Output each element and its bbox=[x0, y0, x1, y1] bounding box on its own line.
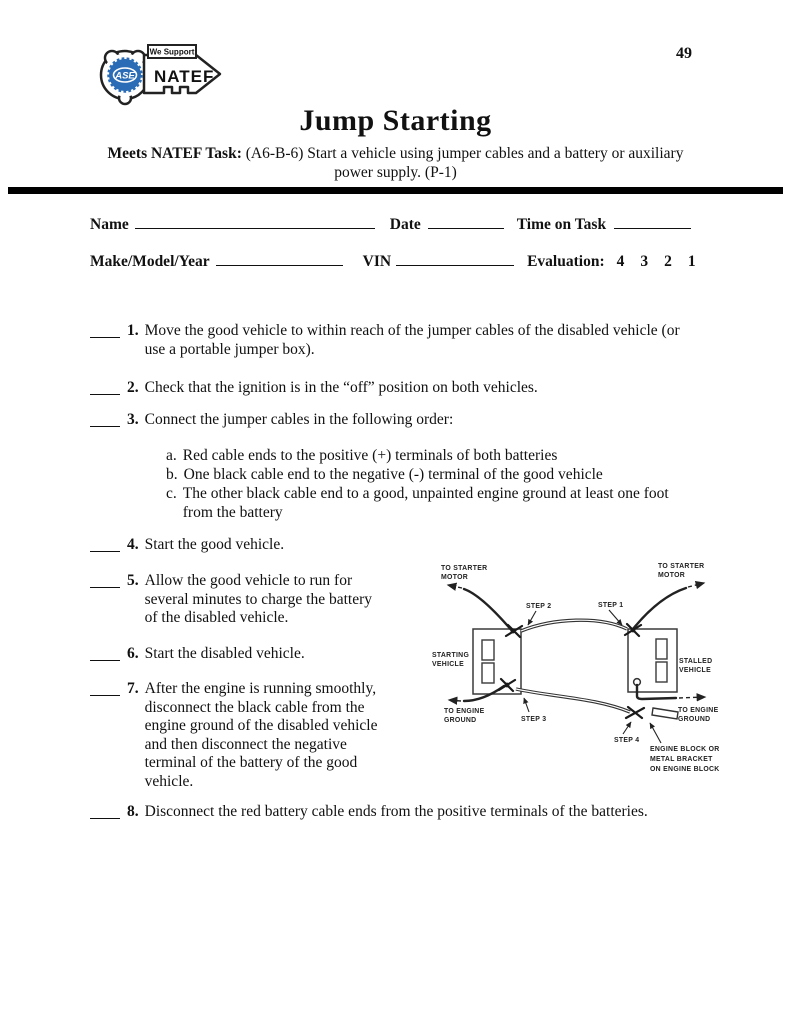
step-number: 3. bbox=[127, 411, 139, 428]
step-text: Move the good vehicle to within reach of the jumper cables of the disabled vehicle (or use a portable jumper box). bbox=[144, 322, 680, 358]
step-text: Disconnect the red battery cable ends from the positive terminals of the batteries. bbox=[144, 803, 648, 820]
step-number: 2. bbox=[127, 379, 139, 396]
completion-blank-4[interactable] bbox=[90, 537, 120, 552]
jump-start-diagram bbox=[428, 550, 746, 795]
starting-vehicle-battery bbox=[473, 629, 521, 694]
completion-blank-7[interactable] bbox=[90, 681, 120, 696]
task-text: (A6-B-6) Start a vehicle using jumper cables and a battery or auxiliary bbox=[241, 145, 684, 162]
step3-leader bbox=[524, 698, 529, 712]
step-number: 5. bbox=[127, 572, 139, 589]
form-row-1 bbox=[90, 213, 691, 234]
page-title: Jump Starting bbox=[299, 104, 492, 137]
make-model-year-field[interactable] bbox=[216, 250, 343, 266]
cable-right-starter bbox=[633, 588, 686, 629]
diagram-label-to-engine-ground-left: TO ENGINE bbox=[444, 708, 485, 715]
diagram-label-to-starter-motor-left: TO STARTER bbox=[441, 565, 488, 572]
step-text: Allow the good vehicle to run for several minutes to charge the battery of the disabled vehicle. bbox=[144, 572, 373, 627]
vin-field[interactable] bbox=[396, 250, 514, 266]
step-row-5 bbox=[90, 572, 388, 628]
svg-text:MOTOR: MOTOR bbox=[658, 572, 686, 579]
evaluation-score-1: 1 bbox=[687, 253, 696, 270]
svg-text:MOTOR: MOTOR bbox=[441, 574, 469, 581]
step-row-7 bbox=[90, 680, 389, 792]
task-statement bbox=[0, 144, 791, 182]
page-number: 49 bbox=[676, 45, 692, 62]
cable-left-starter bbox=[464, 589, 513, 632]
substep-text: Red cable ends to the positive (+) terminals of both batteries bbox=[182, 447, 558, 464]
diagram-label-step3: STEP 3 bbox=[521, 716, 547, 723]
step4-leader bbox=[623, 722, 631, 734]
time-on-task-field[interactable] bbox=[614, 213, 691, 229]
evaluation-score-3: 3 bbox=[640, 253, 649, 270]
make-model-year-label: Make/Model/Year bbox=[90, 253, 210, 270]
step-row-6 bbox=[90, 645, 425, 664]
diagram-label-starting-vehicle: STARTING bbox=[432, 652, 470, 659]
engine-block-leader bbox=[650, 723, 661, 743]
completion-blank-2[interactable] bbox=[90, 380, 120, 395]
task-line-2: power supply. (P-1) bbox=[334, 164, 457, 181]
step-number: 4. bbox=[127, 536, 139, 553]
substep-row-b bbox=[166, 466, 694, 485]
step-row-1 bbox=[90, 322, 701, 359]
name-field[interactable] bbox=[135, 213, 375, 229]
completion-blank-8[interactable] bbox=[90, 804, 120, 819]
natef-wordmark: NATEF bbox=[154, 67, 215, 86]
completion-blank-5[interactable] bbox=[90, 573, 120, 588]
ase-text: ASE bbox=[115, 70, 135, 82]
step-number: 6. bbox=[127, 645, 139, 662]
divider-rule bbox=[8, 187, 783, 194]
completion-blank-1[interactable] bbox=[90, 323, 120, 338]
task-line-1 bbox=[0, 144, 791, 163]
substep-row-c bbox=[166, 485, 691, 522]
step-row-3 bbox=[90, 411, 701, 430]
diagram-label-step4: STEP 4 bbox=[614, 737, 640, 744]
completion-blank-3[interactable] bbox=[90, 412, 120, 427]
task-label: Meets NATEF Task: bbox=[107, 145, 242, 162]
step-text: Connect the jumper cables in the following order: bbox=[144, 411, 454, 428]
step-row-2 bbox=[90, 379, 701, 398]
diagram-label-step2: STEP 2 bbox=[526, 603, 552, 610]
step-number: 8. bbox=[127, 803, 139, 820]
substep-letter: b. bbox=[166, 466, 178, 483]
svg-text:ON ENGINE BLOCK: ON ENGINE BLOCK bbox=[650, 766, 720, 773]
vin-label: VIN bbox=[362, 253, 392, 270]
name-label: Name bbox=[90, 216, 129, 233]
form-row-2 bbox=[90, 250, 696, 271]
ase-emblem bbox=[109, 59, 141, 91]
date-field[interactable] bbox=[428, 213, 504, 229]
completion-blank-6[interactable] bbox=[90, 646, 120, 661]
evaluation-label: Evaluation: bbox=[527, 253, 605, 270]
diagram-label-step1: STEP 1 bbox=[598, 602, 624, 609]
diagram-label-to-engine-ground-right: TO ENGINE bbox=[678, 707, 719, 714]
step-number: 7. bbox=[127, 680, 139, 697]
we-support-text: We Support bbox=[149, 47, 195, 57]
step-text: Check that the ignition is in the “off” position on both vehicles. bbox=[144, 379, 538, 396]
step-row-8 bbox=[90, 803, 705, 822]
step2-leader bbox=[528, 611, 536, 625]
natef-logo bbox=[98, 42, 224, 106]
diagram-label-to-starter-motor-right: TO STARTER bbox=[658, 563, 705, 570]
step-row-4 bbox=[90, 536, 425, 555]
step-text: After the engine is running smoothly, disconnect the black cable from the engine ground of the disabled vehicle and then disconnect the negative terminal of the battery of the good vehicle. bbox=[144, 680, 378, 790]
diagram-label-stalled-vehicle: STALLED bbox=[679, 658, 713, 665]
substep-letter: c. bbox=[166, 485, 177, 502]
svg-text:METAL BRACKET: METAL BRACKET bbox=[650, 756, 713, 763]
date-label: Date bbox=[389, 216, 421, 233]
substep-letter: a. bbox=[166, 447, 177, 464]
step-text: Start the good vehicle. bbox=[144, 536, 285, 553]
svg-text:VEHICLE: VEHICLE bbox=[679, 667, 711, 674]
svg-text:VEHICLE: VEHICLE bbox=[432, 661, 464, 668]
step-number: 1. bbox=[127, 322, 139, 339]
time-on-task-label: Time on Task bbox=[516, 216, 607, 233]
diagram-label-engine-block: ENGINE BLOCK OR bbox=[650, 746, 720, 753]
substep-text: The other black cable end to a good, unpainted engine ground at least one foot from the battery bbox=[182, 485, 669, 521]
svg-text:GROUND: GROUND bbox=[444, 717, 477, 724]
substep-row-a bbox=[166, 447, 693, 466]
evaluation-score-2: 2 bbox=[664, 253, 672, 270]
substep-text: One black cable end to the negative (-) terminal of the good vehicle bbox=[183, 466, 603, 483]
step-text: Start the disabled vehicle. bbox=[144, 645, 305, 662]
svg-text:GROUND: GROUND bbox=[678, 716, 711, 723]
clamp-engine-ground bbox=[626, 707, 678, 719]
evaluation-score-4: 4 bbox=[616, 253, 625, 270]
